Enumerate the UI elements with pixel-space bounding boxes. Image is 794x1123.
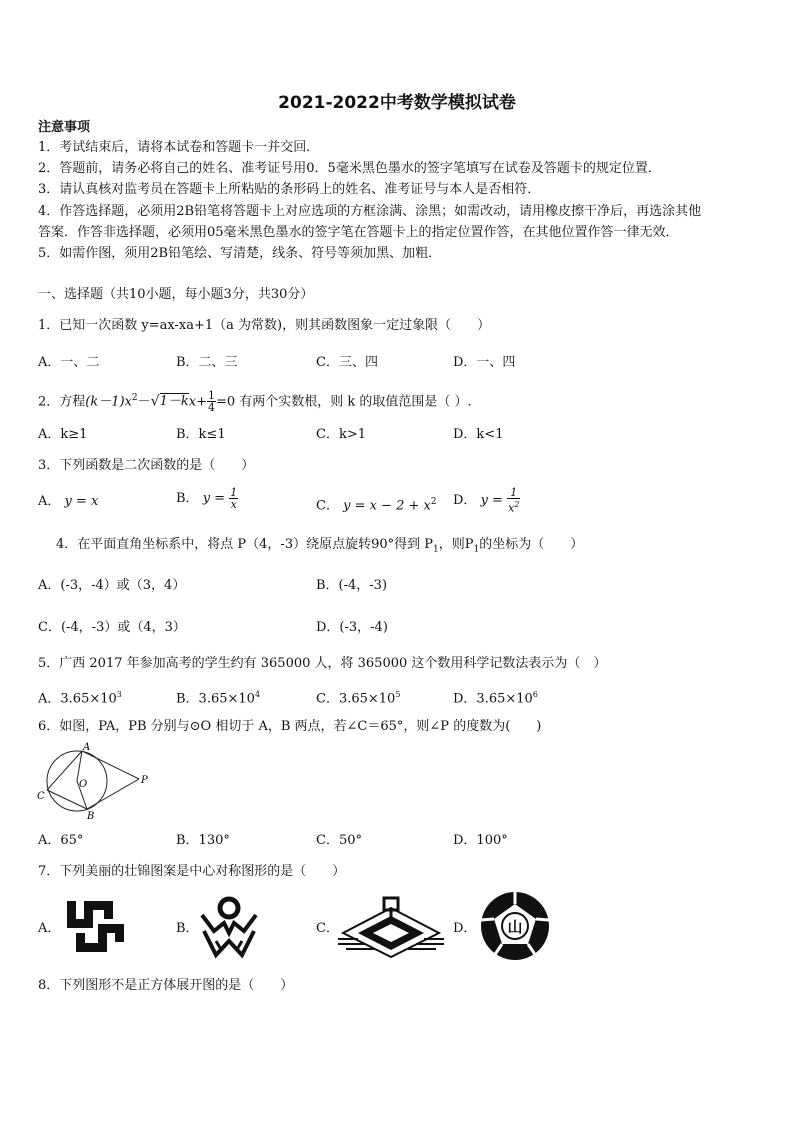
q2-eq-sq: 2 [131,393,138,403]
q2-option-a: A．k≥1 [38,427,88,442]
notice-line-1: 1．考试结束后，请将本试卷和答题卡一并交回． [38,140,320,155]
q2-eq-b: － [137,394,151,410]
q6-option-d: D．100° [453,833,508,848]
q6-tangent-circle-figure [34,742,154,822]
q6-option-c: C．50° [316,833,362,848]
q5-d-base: D．3.65×10 [453,691,533,707]
q2-eq-a: (k－1)x [85,394,132,410]
q3-expr-d-lhs: y = [480,492,503,508]
q3-label-a: A． [38,494,61,509]
q7-label-c: C． [316,921,339,936]
q3-b-den: x [230,498,237,511]
q3-d-den-sq: 2 [514,500,520,509]
q5-a-exp: 3 [116,690,122,699]
q6-label-a: A [83,742,91,753]
q4-option-b: B．(-4，-3) [316,578,388,593]
q2-stem [38,390,472,413]
q4-stem-b: ，则P [438,537,474,552]
q2-option-d: D．k<1 [453,427,504,442]
q5-b-exp: 4 [254,690,261,699]
q3-expr-c: y = x − 2 + x [343,498,431,514]
q7-label-b: B． [176,921,199,936]
notice-heading: 注意事项 [38,120,91,135]
q6-label-p: P [141,775,148,786]
q2-frac-den: 4 [207,401,215,415]
q7-pattern-d-icon [478,890,552,962]
q7-label-a: A． [38,921,61,936]
q1-stem: 1．已知一次函数 y=ax-xa+1（a 为常数)，则其函数图象一定过象限（ ） [38,318,491,333]
q2-fraction [207,390,216,413]
q3-expr-a: y = x [64,494,99,509]
q3-option-b [176,487,238,510]
q7-pattern-b-icon [198,893,260,961]
q2-option-c: C．k>1 [316,427,366,442]
q6-label-o: O [79,779,88,790]
q3-option-a [38,494,98,510]
notice-line-2: 2．答题前，请务必将自己的姓名、准考证号用0．5毫米黑色墨水的签字笔填写在试卷及答题卡的规定位置． [38,161,661,176]
notice-line-6: 5．如需作图，须用2B铅笔绘、写清楚，线条、符号等须加黑、加粗． [38,246,442,261]
q6-line-ca [47,751,82,790]
q5-option-a [38,687,122,707]
q6-line-pa [82,751,139,779]
q2-suffix: 有两个实数根，则 k 的取值范围是（ ）. [239,394,472,410]
q3-expr-b-lhs: y = [202,491,226,506]
q2-option-b: B．k≤1 [176,427,226,442]
q1-option-a: A．一、二 [38,355,100,370]
q4-stem-a: 4．在平面直角坐标系中，将点 P（4，-3）绕原点旋转90°得到 P [56,537,434,552]
q6-label-c: C [37,791,45,802]
q6-option-b: B．130° [176,833,230,848]
q7-label-d: D． [453,921,477,936]
q5-option-c [316,687,400,707]
q5-a-base: A．3.65×10 [38,691,117,707]
notice-line-3: 3．请认真核对监考员在答题卡上所粘贴的条形码上的姓名、准考证号与本人是否相符． [38,182,541,197]
q7-pattern-d-glyph: 山 [507,918,523,936]
q3-option-c [316,494,437,514]
q5-c-exp: 5 [395,690,401,699]
q2-frac-num: 1 [207,389,215,403]
sqrt-icon: √ [150,393,160,410]
q5-c-base: C．3.65×10 [316,691,396,707]
q1-option-c: C．三、四 [316,355,378,370]
q3-stem: 3．下列函数是二次函数的是（ ） [38,458,255,473]
q2-eq-d: =0 [215,394,236,410]
q2-eq-c: x+ [188,394,207,410]
q6-stem: 6．如图，PA，PB 分别与⊙O 相切于 A，B 两点，若∠C＝65°，则∠P 的度数为( ) [38,719,542,734]
section-heading: 一、选择题（共10小题，每小题3分，共30分） [38,287,314,302]
q1-option-b: B．二、三 [176,355,238,370]
q5-d-exp: 6 [532,690,538,699]
q6-option-a: A．65° [38,833,84,848]
q4-sub-1: 1 [433,544,439,555]
notice-line-4: 4．作答选择题，必须用2B铅笔将答题卡上对应选项的方框涂满、涂黑；如需改动，请用橡皮擦干净后，再选涂其他 [38,204,702,219]
q7-pattern-c-icon [338,893,444,961]
q2-radicand: 1－k [159,394,189,410]
q3-c-sq: 2 [430,497,437,507]
q6-label-b: B [87,811,95,822]
q4-stem [56,537,583,558]
q4-sub-2: 1 [473,544,480,555]
q5-option-d [453,687,538,707]
notice-line-5: 答案．作答非选择题，必须用05毫米黑色墨水的签字笔在答题卡上的指定位置作答，在其他位置作答一律无效． [38,225,679,240]
q3-label-c: C． [316,498,339,514]
q1-option-d: D．一、四 [453,355,516,370]
q8-stem: 8．下列图形不是正方体展开图的是（ ） [38,978,294,993]
q4-stem-c: 的坐标为（ ） [479,537,584,552]
q2-prefix: 2．方程 [38,394,86,410]
q5-option-b [176,687,260,707]
q3-d-den [507,499,520,514]
q3-option-d [453,487,520,514]
q3-b-num: 1 [230,486,238,499]
q7-stem: 7．下列美丽的壮锦图案是中心对称图形的是（ ） [38,864,346,879]
q4-option-d: D．(-3，-4) [316,620,388,635]
q7-pattern-a-icon [62,895,128,957]
page-title: 2021-2022中考数学模拟试卷 [278,93,516,113]
q5-stem: 5．广西 2017 年参加高考的学生约有 365000 人，将 365000 这个数用科学记数法表示为（ ） [38,656,607,671]
q3-expr-d-frac [507,487,520,514]
q3-d-num: 1 [507,487,520,499]
q4-option-a: A．(-3，-4）或（3，4） [38,578,186,593]
q5-b-base: B．3.65×10 [176,691,255,707]
q6-line-pb [87,779,139,809]
q4-option-c: C．(-4，-3）或（4，3） [38,620,186,635]
q3-label-b: B． [176,491,199,506]
q3-d-den-x: x [508,501,515,515]
q3-expr-b-frac [229,487,238,510]
q3-label-d: D． [453,492,477,508]
